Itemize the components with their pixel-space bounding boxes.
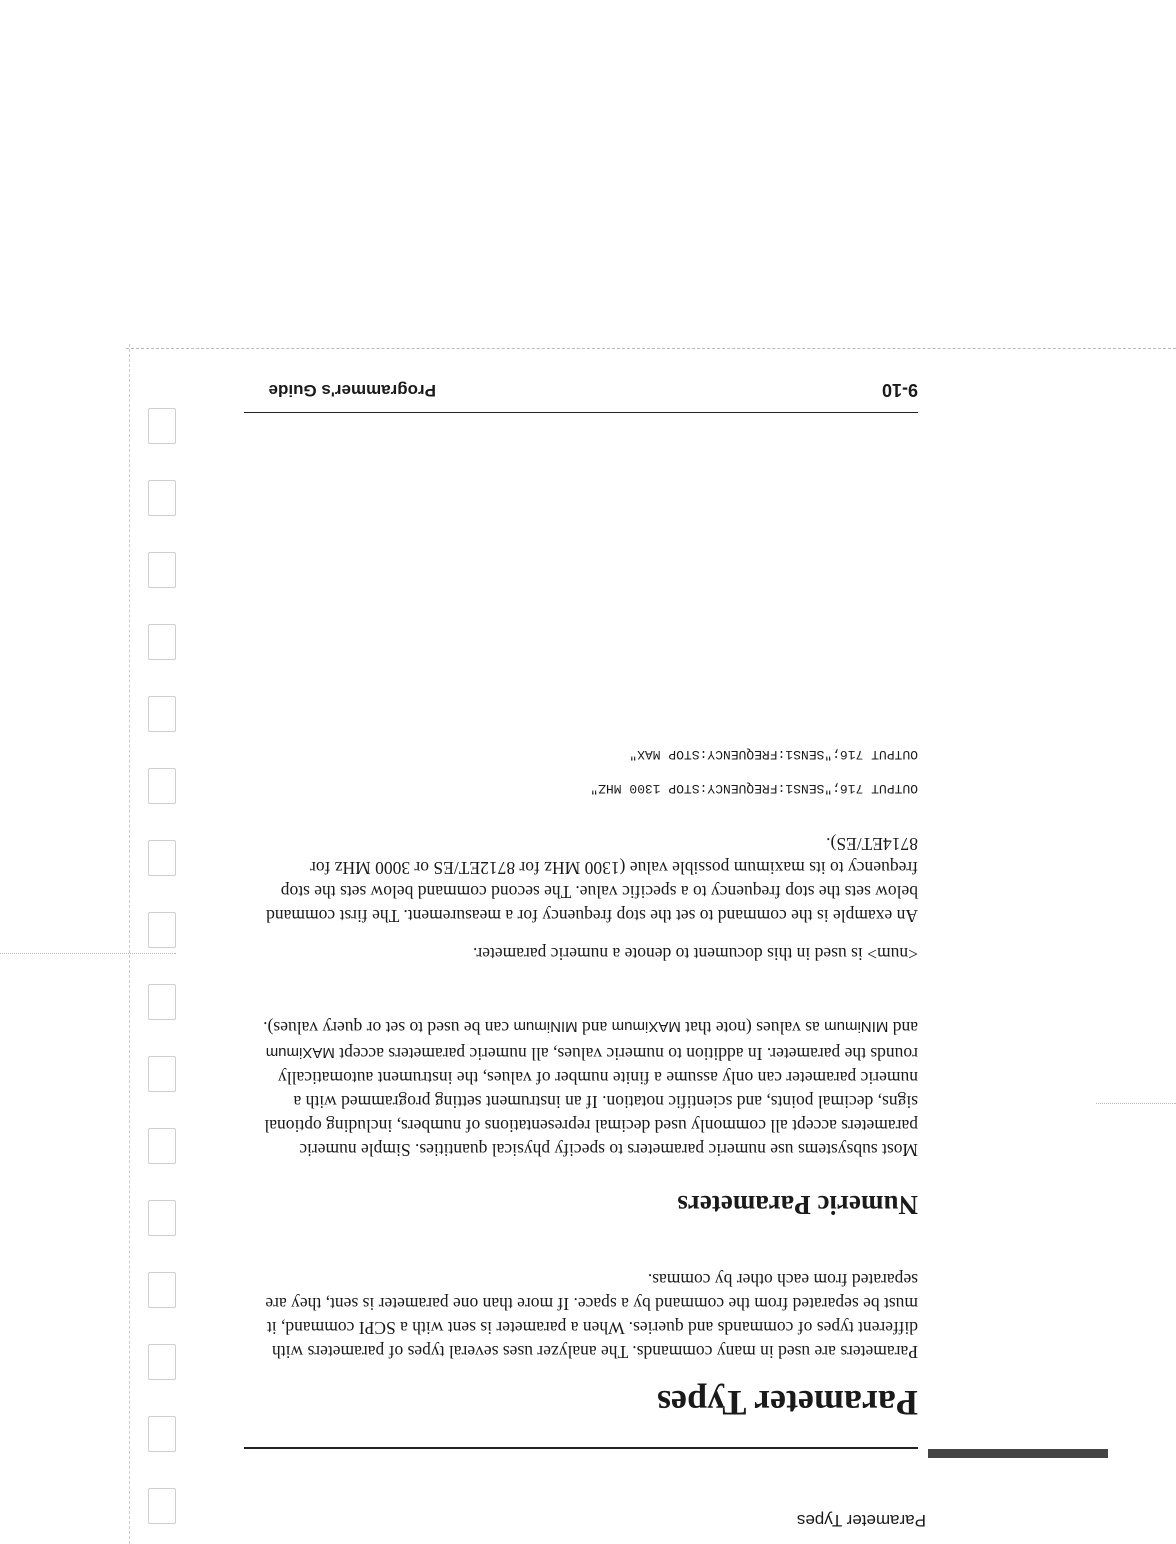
binder-hole [148, 1056, 176, 1092]
binder-hole [148, 768, 176, 804]
binder-hole [148, 1416, 176, 1452]
keyword-maximum: MAXimum [265, 1044, 335, 1061]
numeric-paragraph [238, 1014, 918, 1162]
binder-hole [148, 984, 176, 1020]
numeric-text: Most subsystems use numeric parameters to specify physical quantities. Simple numeric parameters accept all commonly used decimal representations of numbers, including optional signs, decimal points, and scientific notation. If an instrument setting programmed with a numeric parameter can only assume a finite number of values, the instrument automatically rounds the parameter. In addition to numeric values, all numeric parameters accept [264, 1044, 918, 1160]
binder-hole [148, 624, 176, 660]
binder-hole [148, 1272, 176, 1308]
numeric-text-tail: as values (note that [680, 1018, 825, 1038]
page-number: 9-10 [881, 380, 918, 400]
binder-hole [148, 840, 176, 876]
binder-hole [148, 408, 176, 444]
binder-hole [148, 1200, 176, 1236]
code-line-1: OUTPUT 716;"SENS1:FREQUENCY:STOP 1300 MHZ" [590, 781, 918, 796]
binder-hole [148, 912, 176, 948]
num-note: <num> is used in this document to denote a numeric parameter. [473, 944, 918, 964]
binder-hole [148, 696, 176, 732]
conjunction-note: and [577, 1018, 612, 1038]
scan-speck [0, 953, 176, 954]
footer-guide-title: Programmer's Guide [268, 381, 436, 400]
section-marker-bar [928, 1449, 1108, 1458]
binder-hole [148, 480, 176, 516]
scan-border-top [126, 348, 1176, 349]
code-line-2: OUTPUT 716;"SENS1:FREQUENCY:STOP MAX" [629, 747, 918, 762]
keyword-minimum: MINimum [824, 1018, 889, 1035]
running-header: Parameter Types [796, 1511, 926, 1530]
keyword-maximum-note: MAXimum [611, 1018, 681, 1035]
footer-rule [244, 412, 918, 413]
binder-hole [148, 552, 176, 588]
numeric-text-end: can be used to set or query values). [263, 1018, 514, 1038]
section-title: Parameter Types [657, 1383, 918, 1423]
binder-hole [148, 1128, 176, 1164]
intro-paragraph: Parameters are used in many commands. The analyzer uses several types of parameters with different types of commands and queries. When a parameter is sent with a SCPI command, it must be separated from the command by a space. If more than one parameter is sent, they are separated from each other by commas. [265, 1270, 918, 1362]
conjunction: and [888, 1018, 918, 1038]
subsection-title: Numeric Parameters [677, 1190, 918, 1220]
keyword-minimum-note: MINimum [513, 1018, 578, 1035]
scan-speck [1096, 1103, 1176, 1104]
binder-hole [148, 1488, 176, 1524]
binder-hole [148, 1344, 176, 1380]
example-paragraph: An example is the command to set the stop frequency for a measurement. The first command below sets the stop frequency to a specific value. The second command below sets the stop frequency to its maximum possible value (1300 MHz for 8712ET/ES or 3000 MHz for 8714ET/ES). [266, 834, 918, 926]
scan-border-left [129, 344, 130, 1544]
header-rule [244, 1447, 918, 1449]
